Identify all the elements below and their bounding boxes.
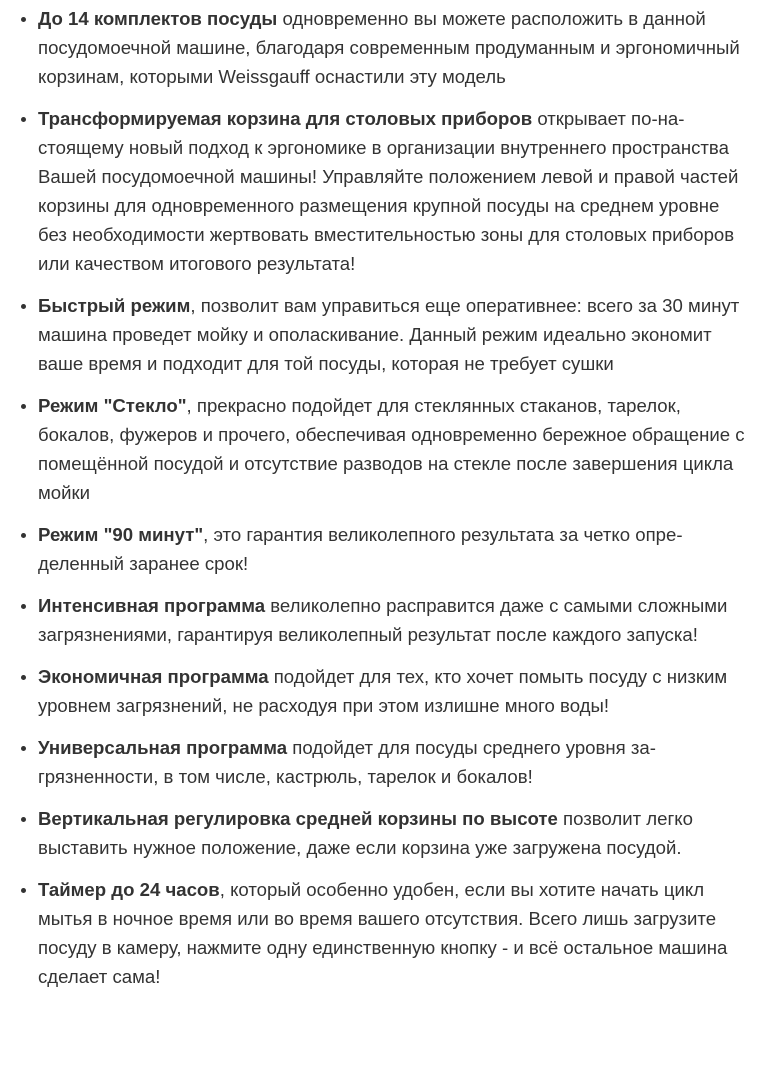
feature-title: Трансформируемая корзина для столовых приборов: [38, 108, 533, 129]
feature-title: Быстрый режим: [38, 295, 191, 316]
feature-text: подойдет для тех, кто хочет помыть посуду с низким уровнем загрязнений, не расходуя при этом излишне много воды!: [38, 666, 728, 716]
feature-text: открывает по-настоящему новый подход к эргономике в организации внутреннего пространства Вашей посудомоечной машины! Управляйте положением левой и правой частей корзины для одновременного размещения крупной посуды на среднем уровне без необходимости жертвовать вместительностью зоны для столовых приборов или качеством итогового результата!: [38, 108, 739, 274]
feature-title: Режим "90 минут": [38, 524, 204, 545]
feature-title: Вертикальная регулировка средней корзины по высоте: [38, 808, 558, 829]
feature-text: , позволит вам управиться еще оперативнее: всего за 30 минут машина проведет мойку и ополаскивание. Данный режим идеально экономит ваше время и подходит для той посуды, которая не требует сушки: [38, 295, 740, 374]
feature-text: , прекрасно подойдет для стеклянных стаканов, тарелок, бокалов, фужеров и прочего, обеспечивая одновременно бережное обращение с помещённой посудой и отсутствие разводов на стекле после завершения цикла мойки: [38, 395, 745, 503]
feature-title: Режим "Стекло": [38, 395, 187, 416]
feature-title: Интенсивная программа: [38, 595, 266, 616]
feature-item: [38, 875, 745, 991]
feature-item: [38, 4, 745, 91]
feature-text: великолепно расправится даже с самыми сложными загрязнениями, гарантируя великолепный результат после каждого запуска!: [38, 595, 728, 645]
feature-text: , который особенно удобен, если вы хотите начать цикл мытья в ночное время или во время вашего отсутствия. Всего лишь загрузите посуду в камеру, нажмите одну единственную кнопку - и всё остальное машина сделает сама!: [38, 879, 728, 987]
feature-text: одновременно вы можете расположить в данной посудомоечной машине, благодаря современным продуманным и эргономичный корзинам, которыми Weissgauff оснастили эту модель: [38, 8, 740, 87]
feature-item: [38, 662, 745, 720]
feature-item: [38, 733, 745, 791]
feature-item: [38, 520, 745, 578]
feature-title: Универсальная программа: [38, 737, 288, 758]
feature-title: До 14 комплектов посуды: [38, 8, 278, 29]
feature-text: подойдет для посуды среднего уровня загрязненности, в том числе, кастрюль, тарелок и бокалов!: [38, 737, 656, 787]
feature-item: [38, 104, 745, 278]
feature-text: , это гарантия великолепного результата за четко определенный заранее срок!: [38, 524, 683, 574]
feature-item: [38, 291, 745, 378]
feature-item: [38, 391, 745, 507]
feature-title: Экономичная программа: [38, 666, 269, 687]
feature-title: Таймер до 24 часов: [38, 879, 220, 900]
feature-item: [38, 591, 745, 649]
feature-text: позволит легко выставить нужное положение, даже если корзина уже загружена посудой.: [38, 808, 693, 858]
feature-item: [38, 804, 745, 862]
